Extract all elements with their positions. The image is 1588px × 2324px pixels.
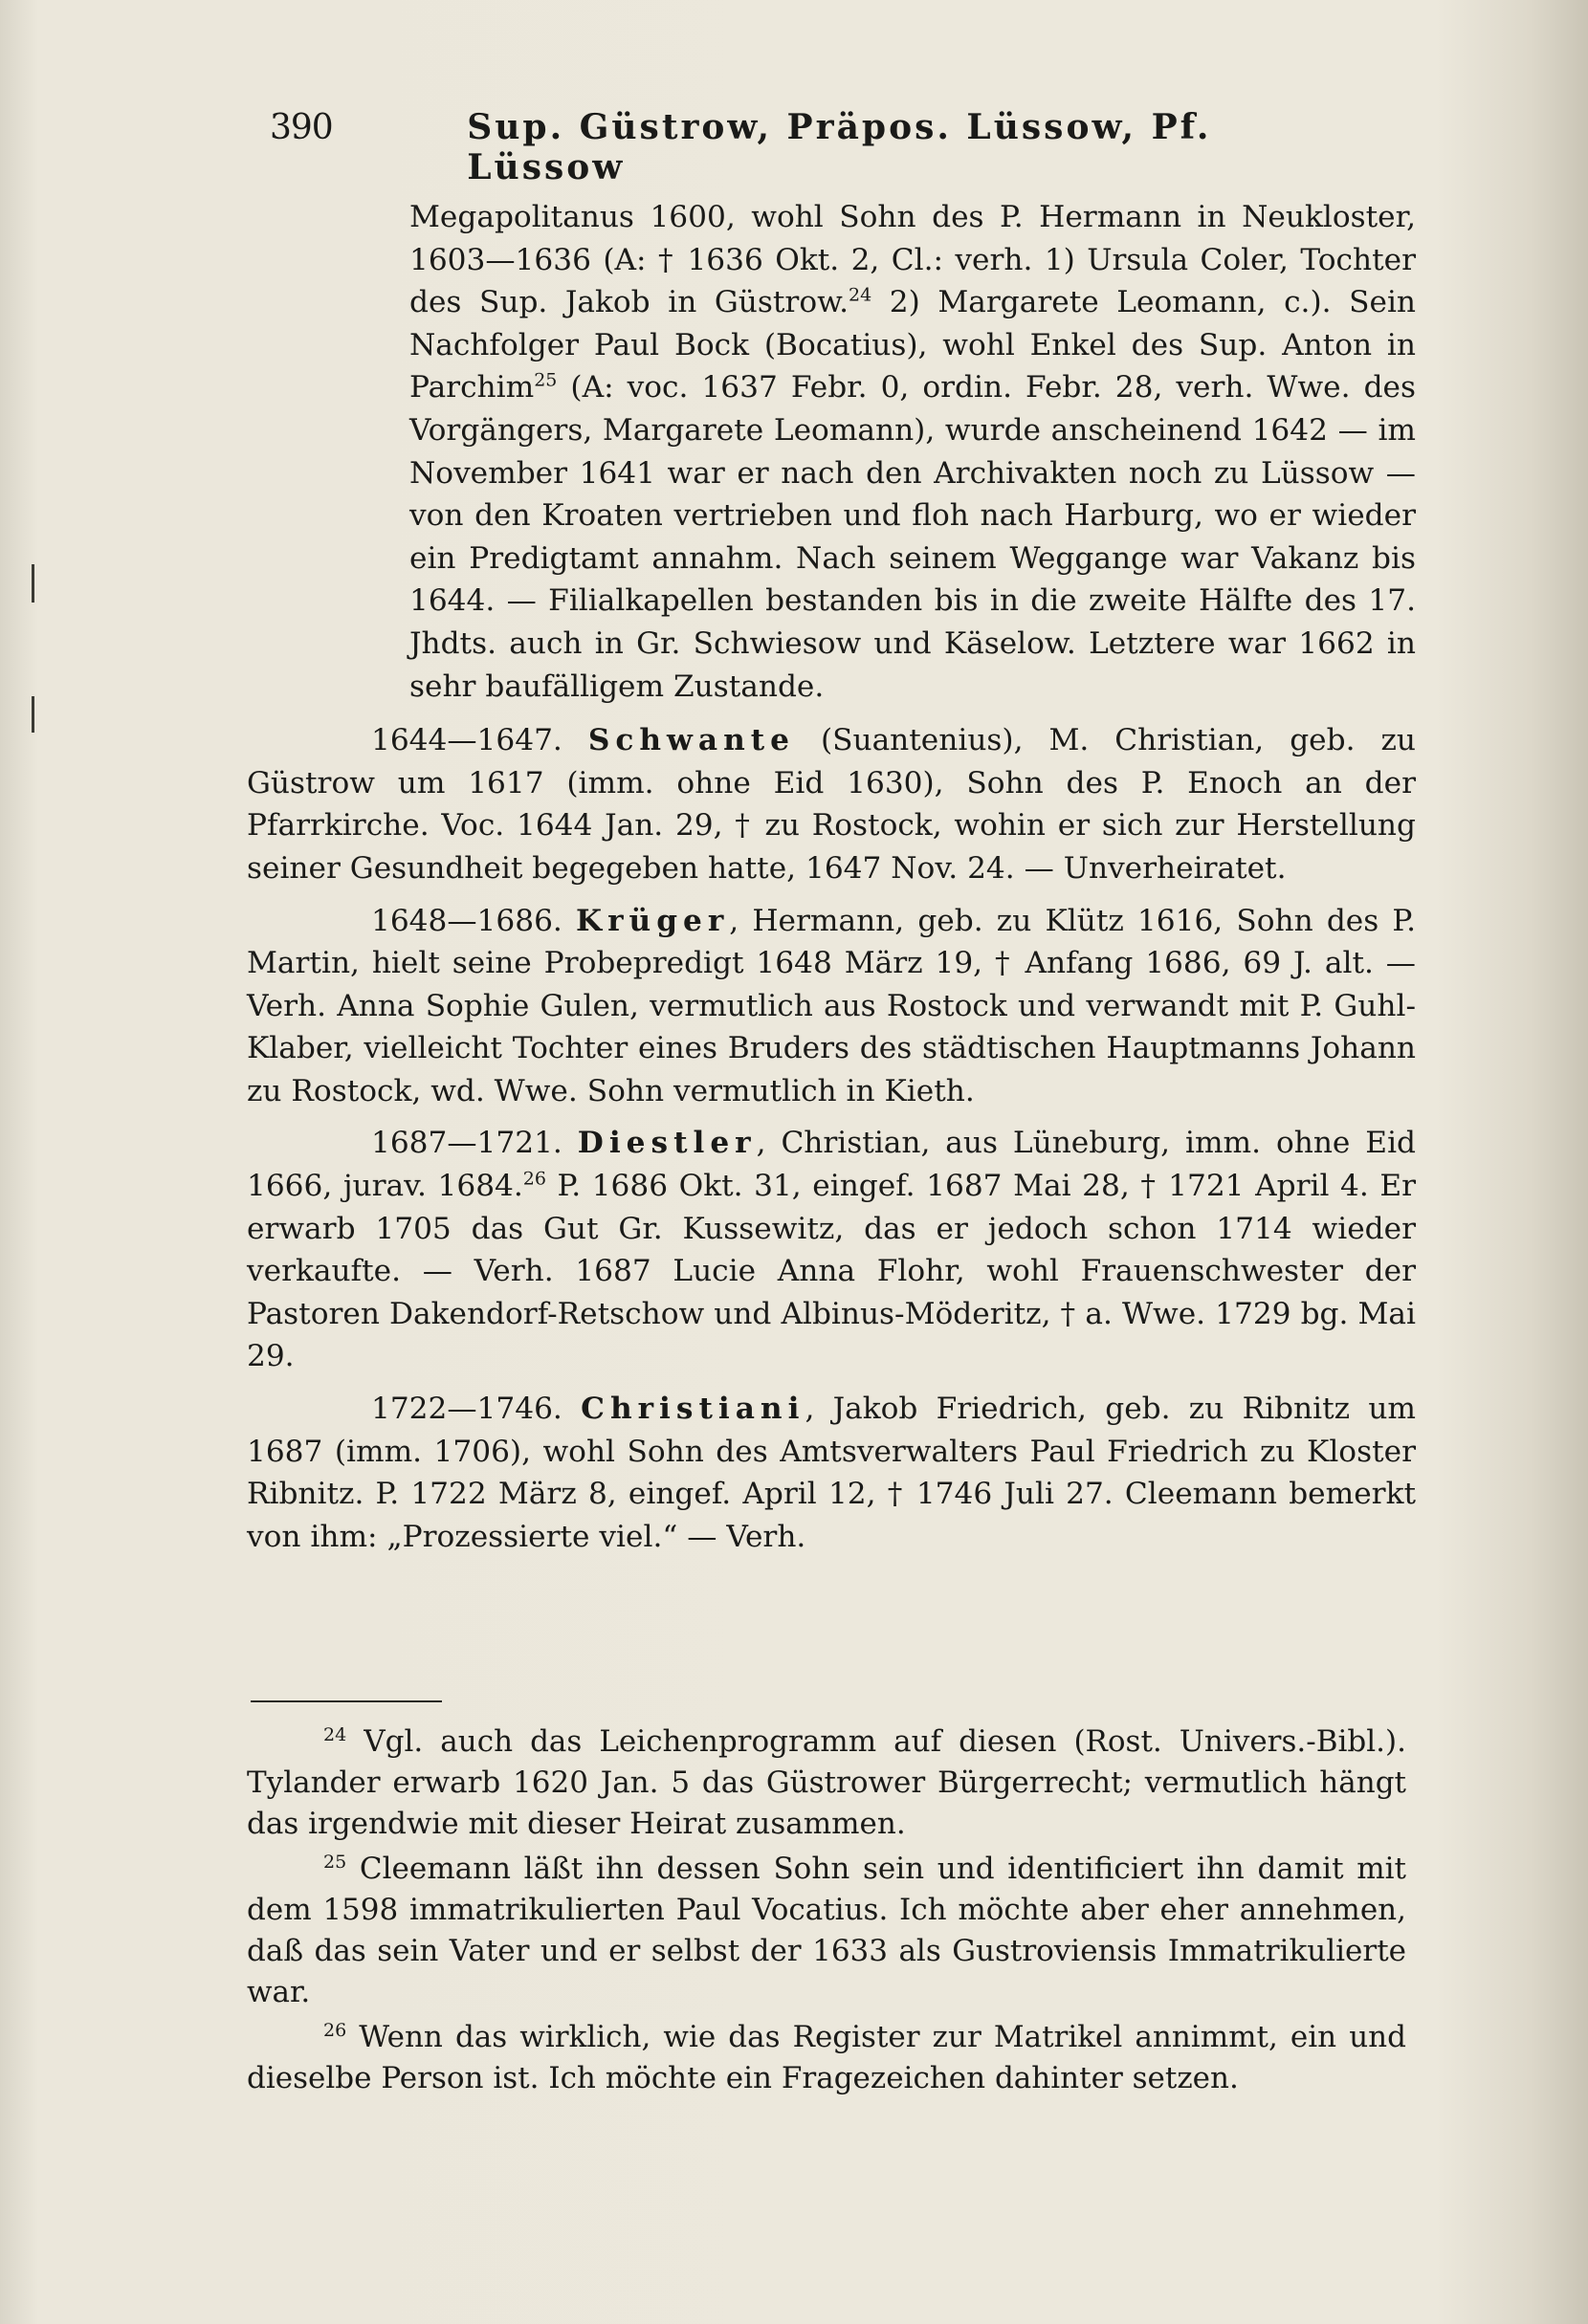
footnote-text: Vgl. auch das Leichenprogramm auf diesen (Rost. Univers.-Bibl.). Tylander erwarb 1620 Jan. 5 das Güstrower Bürgerrecht; vermutlich hängt das irgendwie mit dieser Heirat zusammen. <box>247 1724 1406 1841</box>
entry-krueger <box>247 900 1416 1113</box>
page-header <box>270 107 1255 187</box>
entry-name: Krüger <box>576 903 730 938</box>
margin-mark <box>32 564 34 603</box>
entry-name: Christiani <box>581 1392 805 1427</box>
running-head: Sup. Güstrow, Präpos. Lüssow, Pf. Lüssow <box>467 107 1212 187</box>
entry-name: Diestler <box>577 1126 757 1161</box>
paragraph-text: Megapolitanus 1600, wohl Sohn des P. Hermann in Neukloster, 1603—1636 (A: † 1636 Okt. 2, Cl.: verh. 1) Ursula Coler, Tochter des Sup. Jakob in Güstrow. <box>409 200 1416 320</box>
paragraph-intro <box>247 196 1416 708</box>
footnote-ref[interactable]: 26 <box>522 1168 546 1190</box>
entry-text: , Hermann, geb. zu Klütz 1616, Sohn des P. Martin, hielt seine Probepredigt 1648 März 19, † Anfang 1686, 69 J. alt. — Verh. Anna Sophie Gulen, vermutlich aus Rostock und verwandt mit P. Guhl-Klaber, vielleicht Tochter eines Bruders des städtischen Hauptmanns Johann zu Rostock, wd. Wwe. Sohn vermutlich in Kieth. <box>247 903 1416 1108</box>
footnote-24: $^{24}$ Vgl. auch das Leichenprogramm auf diesen (Rost. Univers.-Bibl.). Tylander erwarb 1620 Jan. 5 das Güstrower Bürgerrecht; vermutlich hängt das irgendwie mit dieser Heirat zusammen. <box>247 1723 1406 1841</box>
footnotes <box>247 1721 1406 2103</box>
entry-years: 1722—1746. <box>371 1392 562 1427</box>
entry-text: P. 1686 Okt. 31, eingef. 1687 Mai 28, † 1721 April 4. Er erwarb 1705 das Gut Gr. Kussewitz, das er jedoch schon 1714 wieder verkaufte. — Verh. 1687 Lucie Anna Flohr, wohl Frauenschwester der Pastoren Dakendorf-Retschow und Albinus-Möderitz, † a. Wwe. 1729 bg. Mai 29. <box>247 1169 1416 1374</box>
paragraph-text: (A: voc. 1637 Febr. 0, ordin. Febr. 28, verh. Wwe. des Vorgängers, Margarete Leomann), wurde anscheinend 1642 — im November 1641 war er nach den Archivakten noch zu Lüssow — von den Kroaten vertrieben und floh nach Harburg, wo er wieder ein Predigtamt annahm. Nach seinem Weggange war Vakanz bis 1644. — Filialkapellen bestanden bis in die zweite Hälfte des 17. Jhdts. auch in Gr. Schwiesow und Käselow. Letztere war 1662 in sehr baufälligem Zustande. <box>409 370 1416 704</box>
entry-text: (Suantenius), M. Christian, geb. zu Güstrow um 1617 (imm. ohne Eid 1630), Sohn des P. Enoch an der Pfarrkirche. Voc. 1644 Jan. 29, † zu Rostock, wohin er sich zur Herstellung seiner Gesundheit begegeben hatte, 1647 Nov. 24. — Unverheiratet. <box>247 723 1416 886</box>
footnote-text: Wenn das wirklich, wie das Register zur Matrikel annimmt, ein und dieselbe Person ist. Ich möchte ein Fragezeichen dahinter setzen. <box>247 2020 1406 2095</box>
entry-christiani <box>247 1388 1416 1558</box>
footnote-divider <box>251 1700 442 1702</box>
footnote-ref[interactable]: 25 <box>534 369 558 391</box>
entry-name: Schwante <box>587 723 795 758</box>
entry-text: , Jakob Friedrich, geb. zu Ribnitz um 1687 (imm. 1706), wohl Sohn des Amtsverwalters Paul Friedrich zu Kloster Ribnitz. P. 1722 März 8, eingef. April 12, † 1746 Juli 27. Cleemann bemerkt von ihm: „Prozessierte viel.“ — Verh. <box>247 1392 1416 1554</box>
entry-schwante <box>247 719 1416 889</box>
paragraph-text: 2) Margarete Leomann, c.). Sein Nachfolger Paul Bock (Bocatius), wohl Enkel des Sup. Anton in Parchim <box>409 285 1417 406</box>
footnote-25: $^{25}$ Cleemann läßt ihn dessen Sohn sein und identificiert ihn damit mit dem 1598 immatrikulierten Paul Vocatius. Ich möchte aber eher annehmen, daß das sein Vater und er selbst der 1633 als Gustroviensis Immatrikulierte war. <box>247 1851 1406 2009</box>
entry-years: 1644—1647. <box>371 723 562 758</box>
entry-text: , Christian, aus Lüneburg, imm. ohne Eid 1666, jurav. 1684. <box>247 1126 1417 1204</box>
page-number: 390 <box>270 108 333 147</box>
footnote-text: Cleemann läßt ihn dessen Sohn sein und identificiert ihn damit mit dem 1598 immatrikulierten Paul Vocatius. Ich möchte aber eher annehmen, daß das sein Vater und er selbst der 1633 als Gustroviensis Immatrikulierte war. <box>247 1852 1406 2009</box>
entry-years: 1648—1686. <box>371 903 562 938</box>
entry-diestler <box>247 1122 1416 1378</box>
body-text <box>247 196 1416 1568</box>
footnote-26: $^{26}$ Wenn das wirklich, wie das Register zur Matrikel annimmt, ein und dieselbe Person ist. Ich möchte ein Fragezeichen dahinter setzen. <box>247 2019 1406 2095</box>
footnote-ref[interactable]: 24 <box>849 284 872 306</box>
entry-years: 1687—1721. <box>371 1126 562 1161</box>
margin-mark <box>32 696 34 733</box>
